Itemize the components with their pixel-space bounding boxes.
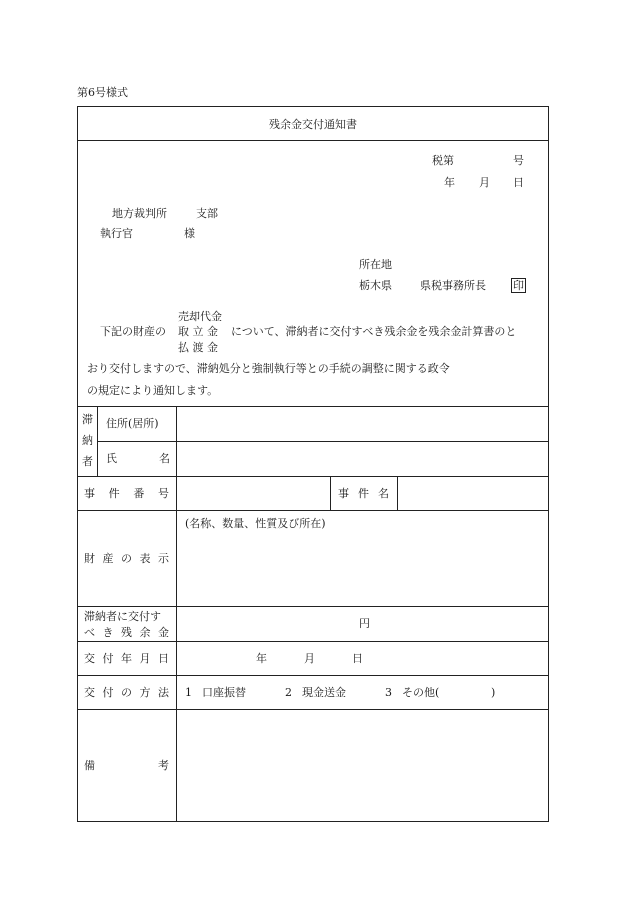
body-line1-suffix: について、滞納者に交付すべき残余金を残余金計算書のと [231,325,517,338]
tax-prefix: 税第 [432,154,454,167]
body-line2: おり交付しますので、滞納処分と強制執行等との手続の調整に関する政令 [87,362,450,375]
prefecture: 栃木県 [359,279,392,292]
rule-header [77,406,549,407]
delivery-date-char-2: 付 [102,652,114,665]
taxpayer-group-char-1: 滞 [82,413,93,426]
case-number-char-2: 件 [108,487,120,500]
case-name-char-1: 事 [338,487,349,500]
method-char-1: 交 [84,686,95,699]
property-label [84,553,169,564]
case-number-char-4: 号 [157,487,169,500]
property-char-2: 産 [102,552,114,565]
residual-char-2: き [102,626,114,639]
officer-label: 執行官 [100,227,133,240]
property-char-1: 財 [84,552,95,565]
residual-char-3: 残 [121,626,132,639]
case-number-char-1: 事 [84,487,95,500]
residual-label-line1: 滞納者に交付す [84,610,161,623]
case-name-label [338,488,389,499]
property-char-4: 表 [139,552,151,565]
rule-case [77,510,549,511]
method-char-2: 付 [102,686,114,699]
delivery-date-char-5: 日 [158,652,169,665]
honorific: 様 [184,227,195,240]
case-number-label [84,488,169,499]
alt-paid-money: 払 渡 金 [178,341,218,354]
method-char-3: の [121,686,132,699]
taxpayer-group-char-2: 納 [82,434,93,447]
residual-char-5: 金 [158,626,169,639]
court-label: 地方裁判所 [112,207,167,220]
method-option-2-num: 2 [285,686,292,699]
taxpayer-group-char-3: 者 [82,455,93,468]
residual-label-line2 [84,627,169,638]
rule-property [77,606,549,607]
delivery-year: 年 [256,652,267,665]
method-option-1-text: 口座振替 [202,686,246,699]
property-char-5: 示 [158,552,169,565]
delivery-date-char-1: 交 [84,652,95,665]
branch-label: 支部 [196,207,218,220]
remarks-char-2: 考 [158,759,169,772]
residual-char-4: 余 [139,626,151,639]
office-title: 県税事務所長 [420,279,486,292]
case-name-char-3: 名 [378,487,389,500]
name-label-char-1: 氏 [106,452,117,465]
method-close-paren: ) [491,686,496,699]
rule-case-name [397,476,398,510]
date-year: 年 [444,176,455,189]
delivery-date-label [84,653,169,664]
case-name-char-2: 件 [358,487,369,500]
rule-residual [77,641,549,642]
rule-date [77,675,549,676]
rule-case-split [330,476,331,510]
property-hint: (名称、数量、性質及び所在) [185,517,326,530]
case-number-char-3: 番 [133,487,145,500]
method-char-4: 方 [139,686,151,699]
property-char-3: の [121,552,132,565]
delivery-day: 日 [352,652,363,665]
number-suffix: 号 [513,154,524,167]
method-option-3-num: 3 [385,686,392,699]
address-label: 住所(居所) [106,417,159,430]
date-month: 月 [479,176,490,189]
remarks-char-1: 備 [84,759,95,772]
rule-method [77,709,549,710]
alt-sale-proceeds: 売却代金 [178,310,222,323]
seal-mark: 印 [513,279,524,292]
yen-unit: 円 [359,617,370,630]
date-day: 日 [513,176,524,189]
body-line3: の規定により通知します。 [87,384,219,397]
residual-char-1: べ [84,626,95,639]
method-option-1-num: 1 [185,686,192,699]
form-number: 第6号様式 [77,86,128,99]
method-option-2-text: 現金送金 [302,686,346,699]
body-line1-prefix: 下記の財産の [100,325,166,338]
rule-taxpayer-group [97,406,98,476]
location-label: 所在地 [359,258,392,271]
rule-title [77,140,549,141]
delivery-month: 月 [304,652,315,665]
delivery-date-char-4: 月 [139,652,151,665]
rule-taxpayer [77,476,549,477]
document-title: 残余金交付通知書 [269,118,357,131]
name-label-char-2: 名 [159,452,170,465]
rule-label-column [176,406,177,822]
method-char-5: 法 [158,686,169,699]
alt-collected-money: 取 立 金 [178,325,218,338]
delivery-date-char-3: 年 [121,652,132,665]
remarks-label [84,760,169,771]
method-label [84,687,169,698]
method-option-3-text: その他( [402,686,440,699]
rule-address [97,441,549,442]
